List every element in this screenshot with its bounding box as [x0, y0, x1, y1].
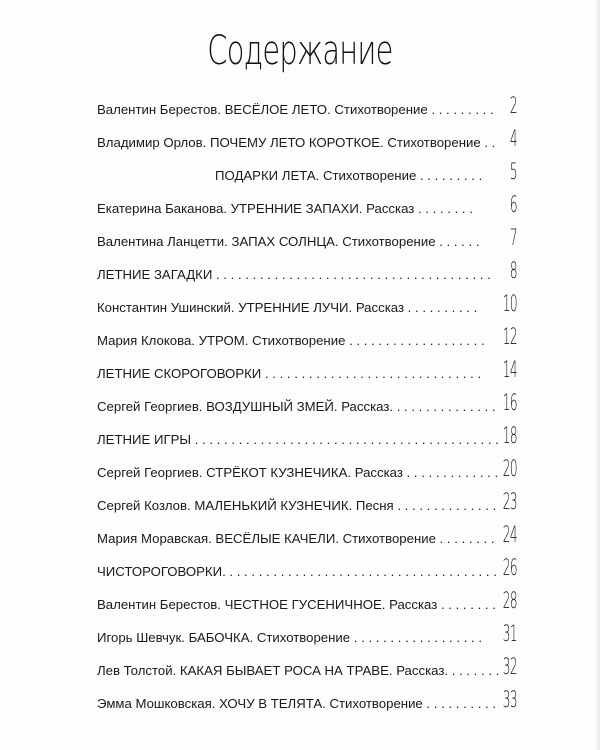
toc-entry-text: Сергей Георгиев. СТРЁКОТ КУЗНЕЧИКА. Рассказ . . . . . . . . . . . . .: [97, 465, 499, 480]
toc-page-number: 2: [509, 94, 517, 119]
toc-page-number: 12: [502, 325, 517, 350]
toc-entry-text: Сергей Георгиев. ВОЗДУШНЫЙ ЗМЕЙ. Рассказ. . . . . . . . . . . . . . .: [97, 399, 496, 414]
toc-page-number: 20: [502, 457, 517, 482]
toc-page-number: 33: [502, 688, 517, 713]
toc-entry[interactable]: [97, 360, 517, 388]
page-title: Содержание: [207, 28, 393, 74]
toc-entry-text: Эмма Мошковская. ХОЧУ В ТЕЛЯТА. Стихотворение . . . . . . . . . .: [97, 696, 497, 711]
toc-entry-text: Екатерина Баканова. УТРЕННИЕ ЗАПАХИ. Рассказ . . . . . . . .: [97, 201, 473, 216]
toc-page-number: 7: [509, 226, 517, 251]
toc-entry-text: Игорь Шевчук. БАБОЧКА. Стихотворение . . . . . . . . . . . . . . . . . .: [97, 630, 483, 645]
toc-entry[interactable]: [97, 162, 517, 190]
toc-page-number: 14: [502, 358, 517, 383]
toc-entry[interactable]: [97, 228, 517, 256]
toc-entry[interactable]: [97, 657, 517, 685]
toc-page-number: 18: [502, 424, 517, 449]
toc-page-number: 10: [502, 292, 517, 317]
toc-page-number: 28: [502, 589, 517, 614]
toc-page-number: 8: [509, 259, 517, 284]
toc-entry-text: Константин Ушинский. УТРЕННИЕ ЛУЧИ. Рассказ . . . . . . . . . .: [97, 300, 478, 315]
toc-entry[interactable]: [97, 261, 517, 289]
toc-entry-text: Мария Моравская. ВЕСЁЛЫЕ КАЧЕЛИ. Стихотворение . . . . . . . .: [97, 531, 495, 546]
toc-page-number: 31: [502, 622, 517, 647]
toc-entry[interactable]: [97, 591, 517, 619]
toc-page-number: 23: [502, 490, 517, 515]
toc-page-number: 4: [509, 127, 517, 152]
toc-entry-text: ЛЕТНИЕ ЗАГАДКИ . . . . . . . . . . . . . . . . . . . . . . . . . . . . . . . . . . . . . .: [97, 267, 491, 282]
toc-entry[interactable]: [97, 690, 517, 718]
toc-page-number: 6: [509, 193, 517, 218]
toc-entry[interactable]: [97, 426, 517, 454]
toc-entry-text: ПОДАРКИ ЛЕТА. Стихотворение . . . . . . . . .: [215, 168, 483, 183]
toc-entry[interactable]: [97, 459, 517, 487]
toc-entry-text: Сергей Козлов. МАЛЕНЬКИЙ КУЗНЕЧИК. Песня . . . . . . . . . . . . . .: [97, 498, 497, 513]
toc-page-number: 5: [509, 160, 517, 185]
toc-entry-text: ЧИСТОРОГОВОРКИ. . . . . . . . . . . . . . . . . . . . . . . . . . . . . . . . . . . . . .: [97, 564, 497, 579]
toc-entry-text: ЛЕТНИЕ ИГРЫ . . . . . . . . . . . . . . . . . . . . . . . . . . . . . . . . . . . . . . . . . .: [97, 432, 499, 447]
toc-entry-text: Мария Клокова. УТРОМ. Стихотворение . . . . . . . . . . . . . . . . . . .: [97, 333, 485, 348]
toc-entry[interactable]: [97, 624, 517, 652]
toc-page-number: 32: [502, 655, 517, 680]
page-edge-shadow: [594, 0, 600, 750]
toc-entry-text: Валентина Ланцетти. ЗАПАХ СОЛНЦА. Стихотворение . . . . . .: [97, 234, 480, 249]
toc-entry[interactable]: [97, 393, 517, 421]
toc-page-number: 16: [502, 391, 517, 416]
toc-entry-text: ЛЕТНИЕ СКОРОГОВОРКИ . . . . . . . . . . . . . . . . . . . . . . . . . . . . . .: [97, 366, 482, 381]
toc-entry[interactable]: [97, 129, 517, 157]
toc-page-number: 26: [502, 556, 517, 581]
toc-page-number: 24: [502, 523, 517, 548]
toc-entry[interactable]: [97, 195, 517, 223]
toc-entry[interactable]: [97, 492, 517, 520]
toc-entry[interactable]: [97, 96, 517, 124]
toc-entry[interactable]: [97, 327, 517, 355]
toc-entry-text: Лев Толстой. КАКАЯ БЫВАЕТ РОСА НА ТРАВЕ. Рассказ. . . . . . . .: [97, 663, 500, 678]
toc-entry-text: Валентин Берестов. ЧЕСТНОЕ ГУСЕНИЧНОЕ. Рассказ . . . . . . . .: [97, 597, 496, 612]
toc-entry-text: Владимир Орлов. ПОЧЕМУ ЛЕТО КОРОТКОЕ. Стихотворение . .: [97, 135, 496, 150]
toc-entry[interactable]: [97, 558, 517, 586]
toc-entry-text: Валентин Берестов. ВЕСЁЛОЕ ЛЕТО. Стихотворение . . . . . . . . .: [97, 102, 494, 117]
toc-entry[interactable]: [97, 294, 517, 322]
toc-entry[interactable]: [97, 525, 517, 553]
